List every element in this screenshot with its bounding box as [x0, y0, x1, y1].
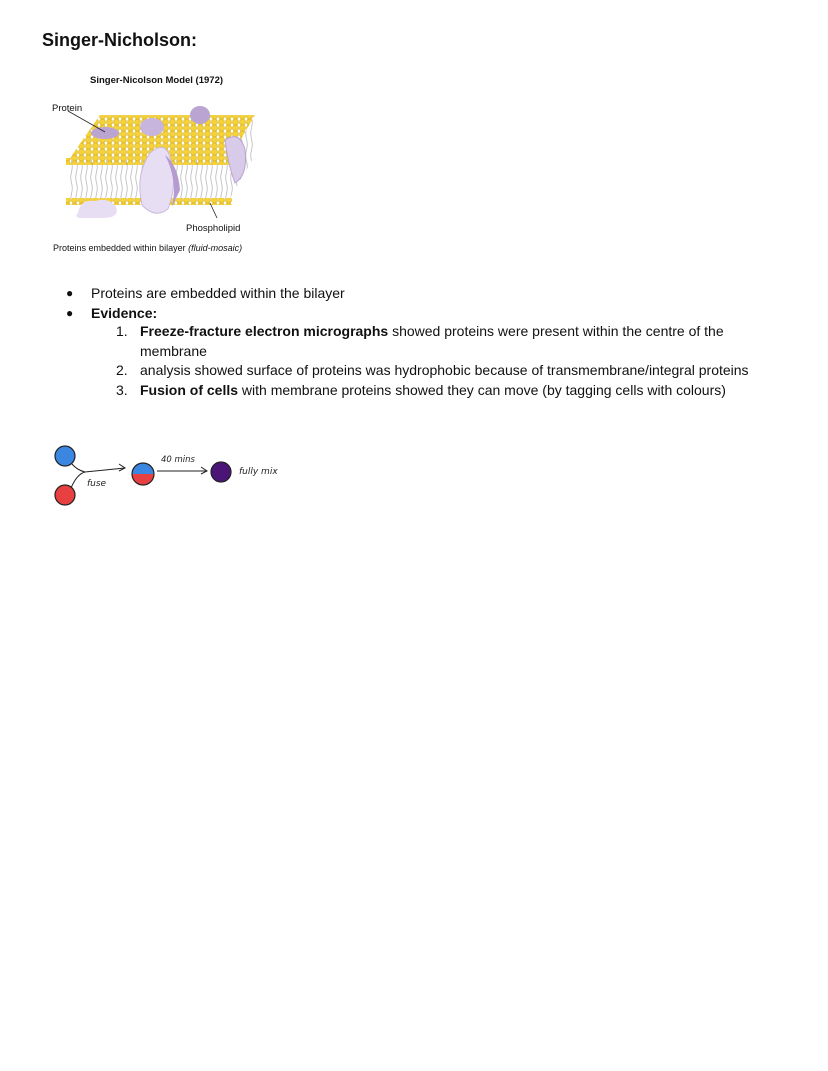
list-item [116, 322, 776, 361]
figure-caption [53, 243, 242, 253]
bullet-text: Proteins are embedded within the bilayer [91, 285, 345, 301]
protein-back [190, 106, 210, 124]
item-bold: Fusion of cells [140, 381, 239, 398]
caption-main: Proteins embedded within bilayer [53, 243, 189, 253]
bullet-list [62, 284, 345, 323]
red-cell [55, 485, 75, 505]
time-label: 40 mins [161, 455, 195, 465]
bullet-icon: ● [66, 286, 74, 300]
item-text: with membrane proteins showed they can move (by tagging cells with colours) [238, 381, 726, 398]
list-item [116, 381, 776, 401]
evidence-list [116, 322, 776, 400]
bullet-icon: ● [66, 305, 74, 320]
figure-title: Singer-Nicolson Model (1972) [90, 75, 224, 86]
arrow-head-1 [119, 464, 125, 471]
item-number: 2. [116, 362, 128, 378]
blue-cell [55, 446, 75, 466]
peripheral-protein [91, 127, 119, 139]
result-label: fully mix [239, 467, 278, 477]
fused-cell-blue-half [132, 463, 154, 474]
fused-cell-red-half [132, 474, 154, 485]
fusion-line-top [72, 464, 125, 472]
cell-fusion-sketch [45, 440, 305, 510]
mixed-cell [211, 462, 231, 482]
item-bold: Freeze-fracture electron micrographs [140, 323, 389, 339]
item-text: showed proteins were present within the centre of the membrane [140, 323, 724, 359]
list-item [62, 304, 345, 324]
label-phospholipid: Phospholipid [186, 223, 241, 234]
caption-italic: (fluid-mosaic) [188, 243, 243, 253]
list-item [116, 361, 776, 381]
bullet-text: Evidence: [91, 304, 158, 321]
protein-top [140, 118, 164, 136]
item-text: analysis showed surface of proteins was hydrophobic because of transmembrane/integral proteins [140, 362, 749, 378]
page-title: Singer-Nicholson: [42, 30, 198, 50]
item-number: 3. [116, 381, 128, 398]
list-item [62, 284, 345, 304]
label-protein: Protein [52, 103, 83, 114]
membrane-diagram [50, 95, 270, 225]
fusion-line-bottom [71, 472, 85, 488]
phospholipid-pointer [210, 203, 217, 218]
item-number: 1. [116, 323, 128, 339]
fuse-label: fuse [87, 479, 107, 489]
